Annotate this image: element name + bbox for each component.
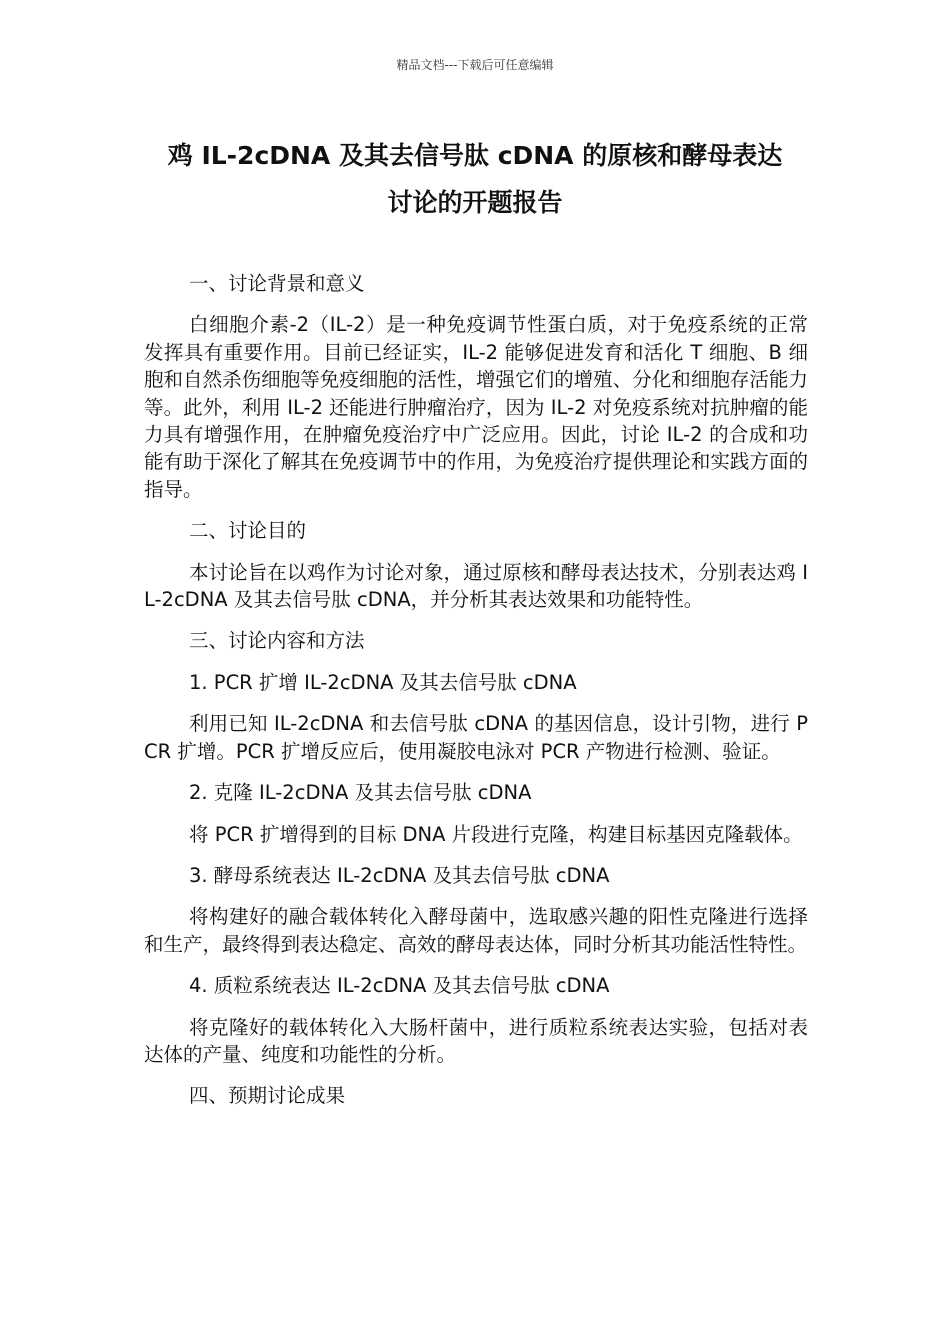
subsection-heading-plasmid-expression: 4. 质粒系统表达 IL-2cDNA 及其去信号肽 cDNA <box>189 974 610 998</box>
page-header: 精品文档---下载后可任意编辑 <box>396 58 554 72</box>
subsection-heading-pcr: 1. PCR 扩增 IL-2cDNA 及其去信号肽 cDNA <box>189 670 577 694</box>
paragraph-purpose: 本讨论旨在以鸡作为讨论对象，通过原核和酵母表达技术，分别表达鸡 IL-2cDNA 及其去信号肽 cDNA，并分析其表达效果和功能特性。 <box>144 560 808 612</box>
paragraph-yeast-expression: 将构建好的融合载体转化入酵母菌中，选取感兴趣的阳性克隆进行选择和生产，最终得到表达稳定、高效的酵母表达体，同时分析其功能活性特性。 <box>144 905 808 956</box>
section-heading-content-methods: 三、讨论内容和方法 <box>189 629 365 653</box>
section-heading-purpose: 二、讨论目的 <box>189 519 307 543</box>
paragraph-pcr: 利用已知 IL-2cDNA 和去信号肽 cDNA 的基因信息，设计引物，进行 PCR 扩增。PCR 扩增反应后，使用凝胶电泳对 PCR 产物进行检测、验证。 <box>144 712 808 763</box>
title-line-1: 鸡 IL-2cDNA 及其去信号肽 cDNA 的原核和酵母表达 <box>167 141 783 170</box>
paragraph-cloning: 将 PCR 扩增得到的目标 DNA 片段进行克隆，构建目标基因克隆载体。 <box>189 822 803 846</box>
paragraph-plasmid-expression: 将克隆好的载体转化入大肠杆菌中，进行质粒系统表达实验，包括对表达体的产量、纯度和功能性的分析。 <box>144 1015 808 1066</box>
section-heading-expected-results: 四、预期讨论成果 <box>189 1084 346 1108</box>
section-heading-background: 一、讨论背景和意义 <box>189 272 365 295</box>
subsection-heading-yeast-expression: 3. 酵母系统表达 IL-2cDNA 及其去信号肽 cDNA <box>189 863 610 887</box>
paragraph-background: 白细胞介素-2（IL-2）是一种免疫调节性蛋白质，对于免疫系统的正常发挥具有重要作用。目前已经证实，IL-2 能够促进发育和活化 T 细胞、B 细胞和自然杀伤细胞等免疫细胞的活性，增强它们的增殖、分化和细胞存活能力等。此外，利用 IL-2 还能进行肿瘤治疗，因为 IL-2 对免疫系统对抗肿瘤的能力具有增强作用，在肿瘤免疫治疗中广泛应用。因此，讨论 IL-2 的合成和功能有助于深化了解其在免疫调节中的作用，为免疫治疗提供理论和实践方面的指导。 <box>144 313 808 501</box>
document-title <box>120 132 830 226</box>
subsection-heading-cloning: 2. 克隆 IL-2cDNA 及其去信号肽 cDNA <box>189 781 532 805</box>
document-body <box>144 270 808 1124</box>
title-line-2: 讨论的开题报告 <box>387 188 563 217</box>
